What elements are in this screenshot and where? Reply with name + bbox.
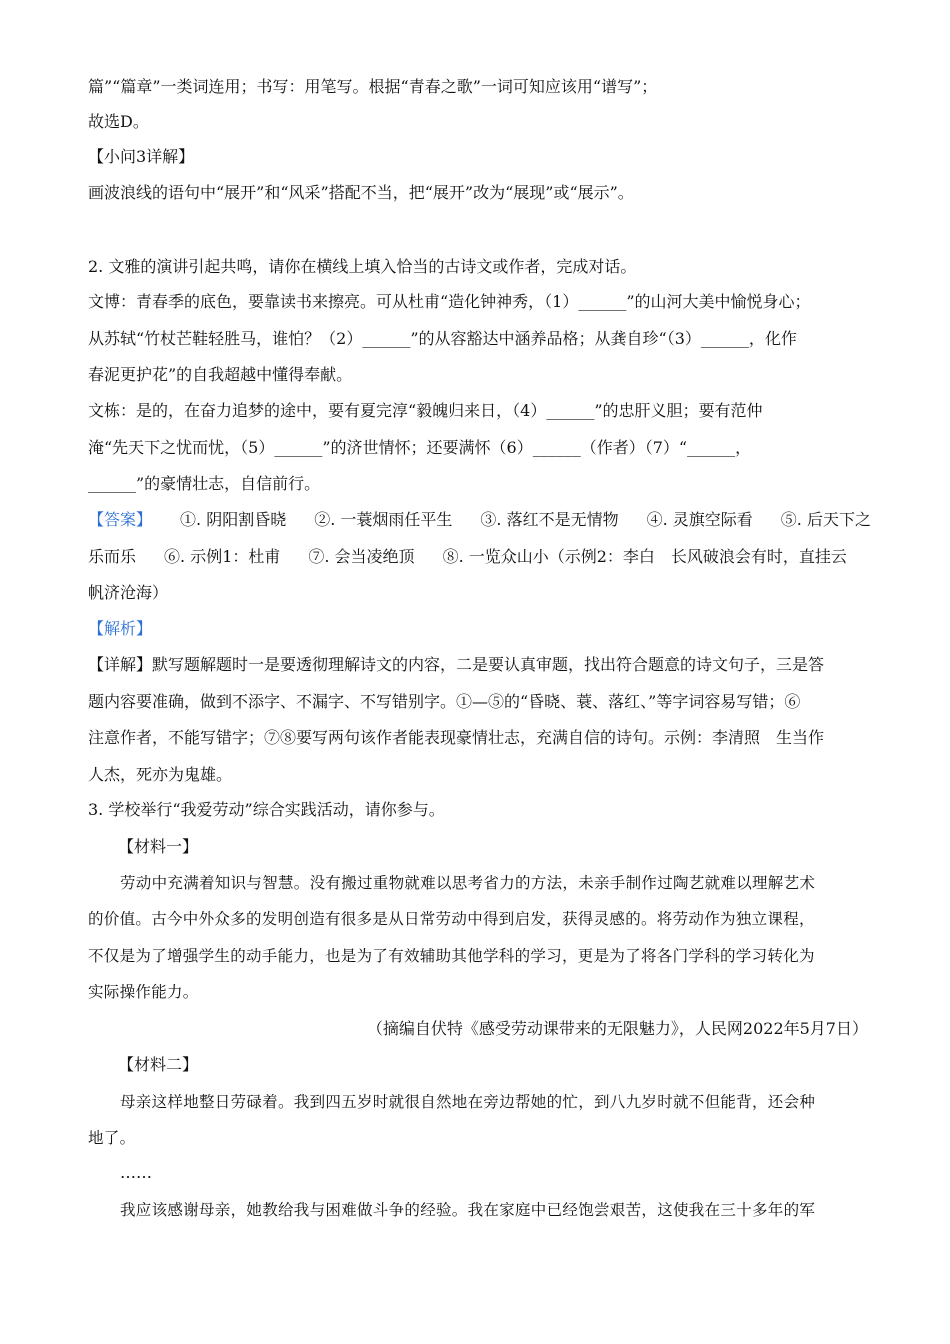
section-heading: 【小问3详解】 — [88, 147, 195, 166]
answer-item: ③. 落红不是无情物 — [480, 510, 619, 529]
text-line: 篇”“篇章”一类词连用；书写：用笔写。根据“青春之歌”一词可知应该用“谱写”； — [88, 77, 658, 96]
text-line: 人杰，死亦为鬼雄。 — [88, 765, 233, 784]
text-line: ______”的豪情壮志，自信前行。 — [88, 474, 321, 493]
text-line: 从苏轼“竹杖芒鞋轻胜马，谁怕？（2）______”的从容豁达中涵养品格；从龚自珍“（3）______，化作 — [88, 329, 797, 348]
text-line: 文博：青春季的底色，要靠读书来擦亮。可从杜甫“造化钟神秀，（1）______”的山河大美中愉悦身心； — [88, 292, 811, 311]
analysis-tag: 【解析】 — [88, 619, 153, 638]
text-line: 画波浪线的语句中“展开”和“风采”搭配不当，把“展开”改为“展现”或“展示”。 — [88, 183, 634, 202]
answer-item: ⑧. 一览众山小（示例2：李白 长风破浪会有时，直挂云 — [442, 547, 847, 566]
material-line: 母亲这样地整日劳碌着。我到四五岁时就很自然地在旁边帮她的忙，到八九岁时就不但能背，还会种 — [120, 1093, 816, 1111]
text-line: 淹“先天下之忧而忧，（5）______”的济世情怀；还要满怀（6）______（作者）（7）“______， — [88, 438, 752, 457]
material-line: 劳动中充满着知识与智慧。没有搬过重物就难以思考省力的方法，未亲手制作过陶艺就难以理解艺术 — [120, 874, 816, 892]
answer-item: ⑤. 后天下之 — [780, 510, 871, 529]
answer-item: ⑥. 示例1：杜甫 — [164, 547, 281, 566]
answer-line — [88, 509, 871, 531]
text-line: 【详解】默写题解题时一是要透彻理解诗文的内容，二是要认真审题，找出符合题意的诗文句子，三是答 — [88, 655, 825, 674]
material-line: 实际操作能力。 — [88, 983, 199, 1001]
answer-line: 帆济沧海） — [88, 583, 169, 602]
material-source: （摘编自伏特《感受劳动课带来的无限魅力》，人民网2022年5月7日） — [366, 1019, 868, 1038]
material-title: 【材料二】 — [118, 1055, 199, 1074]
material-line: 不仅是为了增强学生的动手能力，也是为了有效辅助其他学科的学习，更是为了将各门学科的学习转化为 — [88, 947, 815, 965]
material-line: 我应该感谢母亲，她教给我与困难做斗争的经验。我在家庭中已经饱尝艰苦，这使我在三十多年的军 — [120, 1201, 816, 1219]
answer-tag: 【答案】 — [88, 510, 153, 529]
material-line: 的价值。古今中外众多的发明创造有很多是从日常劳动中得到启发，获得灵感的。将劳动作为独立课程， — [88, 910, 815, 928]
text-line: 注意作者，不能写错字；⑦⑧要写两句该作者能表现豪情壮志，充满自信的诗句。示例：李清照 生当作 — [88, 728, 825, 747]
text-line: 春泥更护花”的自我超越中懂得奉献。 — [88, 365, 353, 384]
question-stem: 2. 文雅的演讲引起共鸣，请你在横线上填入恰当的古诗文或作者，完成对话。 — [88, 257, 637, 276]
answer-item: ⑦. 会当凌绝顶 — [308, 547, 415, 566]
text-line: 题内容要准确，做到不添字、不漏字、不写错别字。①—⑤的“昏晓、蓑、落红、”等字词容易写错；⑥ — [88, 692, 801, 711]
answer-item: ②. 一蓑烟雨任平生 — [314, 510, 453, 529]
answer-item: 乐而乐 — [88, 547, 137, 566]
material-title: 【材料一】 — [118, 837, 199, 856]
text-line: 文栋：是的，在奋力追梦的途中，要有夏完淳“毅魄归来日，（4）______”的忠肝义胆；要有范仲 — [88, 401, 763, 420]
answer-item: ④. 灵旗空际看 — [646, 510, 753, 529]
text-line: 故选D。 — [88, 112, 149, 131]
answer-item: ①. 阴阳割昏晓 — [180, 510, 287, 529]
question-stem: 3. 学校举行“我爱劳动”综合实践活动，请你参与。 — [88, 800, 445, 819]
answer-line — [88, 546, 847, 568]
material-line: 地了。 — [88, 1129, 136, 1147]
ellipsis-line: …… — [120, 1163, 152, 1182]
